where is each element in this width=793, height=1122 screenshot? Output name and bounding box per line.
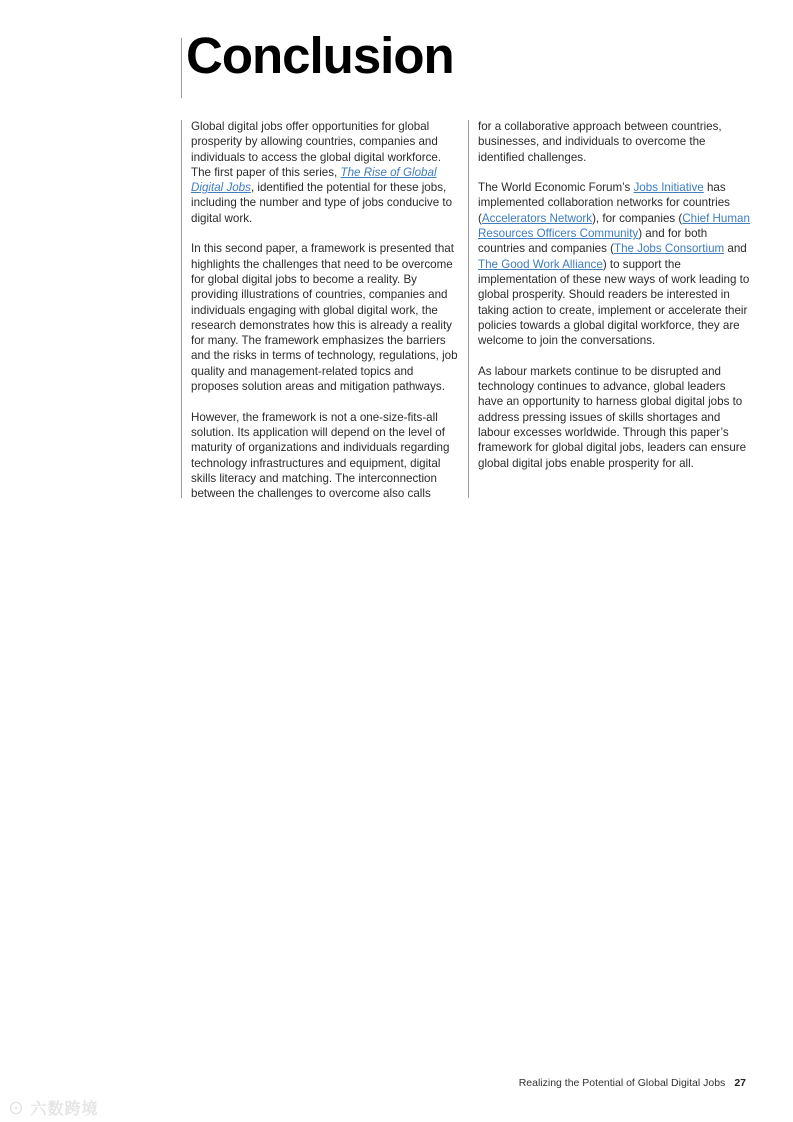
paragraph-text: , identified the potential for these jobs, including the number and type of jobs conducive to digital work. (191, 181, 453, 225)
footer-report-title: Realizing the Potential of Global Digital Jobs (518, 1077, 726, 1089)
column-2-divider (468, 120, 469, 498)
paragraph (191, 119, 459, 226)
body-column-1 (191, 119, 459, 517)
watermark (8, 1096, 98, 1119)
link-rise-of-global-digital-jobs[interactable]: The Rise of Global Digital Jobs (191, 165, 437, 195)
paragraph: As labour markets continue to be disrupted and technology continues to advance, global leaders have an opportunity to harness global digital jobs to address pressing issues of skills shortages and labour excesses worldwide. Through this paper’s framework for global digital jobs, leaders can ensure global digital jobs enable prosperity for all. (478, 364, 747, 470)
paragraph-text: Global digital jobs offer opportunities for global prosperity by allowing countries, companies and individuals to access the global digital workforce. The first paper of this series, (191, 120, 442, 179)
page-title: Conclusion (186, 27, 454, 84)
watermark-logo-icon: ⊙ (8, 1101, 26, 1118)
paragraph-text: ) to support the implementation of these new ways of work leading to global prosperity. Should readers be interested in taking action to create, implement or accelerate their policies towards a global digital workforce, they are welcome to join the conversations. (478, 257, 750, 348)
link-jobs-consortium[interactable]: The Jobs Consortium (613, 242, 725, 256)
paragraph: In this second paper, a framework is presented that highlights the challenges that need to be overcome for global digital jobs to become a reality. By providing illustrations of countries, companies and individuals engaging with global digital work, the research demonstrates how this is already a reality for many. The framework emphasizes the barriers and the risks in terms of technology, regulations, job quality and management-related topics and proposes solution areas and mitigation pathways. (191, 242, 458, 394)
page-footer (519, 1077, 746, 1089)
page-number: 27 (734, 1077, 746, 1089)
paragraph-text: and (724, 242, 747, 256)
paragraph: However, the framework is not a one-size-fits-all solution. Its application will depend on the level of maturity of organizations and individuals regarding technology infrastructures and equipment, digital skills literacy and matching. The interconnection between the challenges to overcome also calls (191, 410, 450, 501)
link-chro-community[interactable]: Chief Human Resources Officers Community (478, 211, 750, 241)
paragraph (478, 180, 750, 348)
paragraph: for a collaborative approach between countries, businesses, and individuals to overcome the identified challenges. (478, 120, 722, 164)
watermark-text: 六数跨境 (30, 1101, 99, 1118)
title-divider (181, 38, 182, 98)
link-good-work-alliance[interactable]: The Good Work Alliance (478, 257, 603, 271)
body-column-2 (478, 119, 750, 486)
paragraph-text: ) and for both countries and companies ( (478, 227, 708, 256)
column-1-divider (181, 120, 182, 498)
link-jobs-initiative[interactable]: Jobs Initiative (633, 181, 704, 195)
paragraph-text: The World Economic Forum’s (478, 181, 634, 195)
paragraph-text: has implemented collaboration networks for countries ( (478, 181, 730, 225)
paragraph-text: ), for companies ( (592, 211, 683, 225)
link-accelerators-network[interactable]: Accelerators Network (481, 211, 593, 225)
